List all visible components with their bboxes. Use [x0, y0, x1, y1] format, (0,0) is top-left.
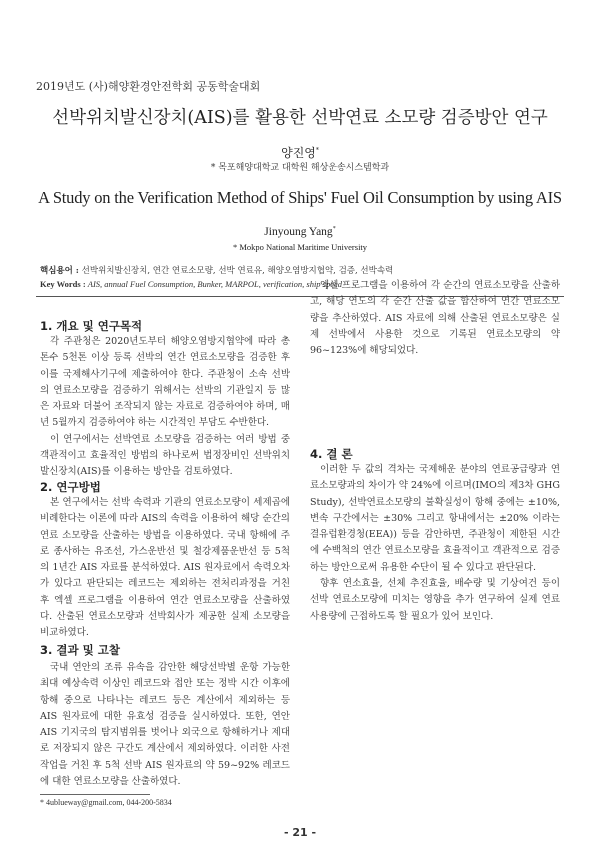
footnote-divider [40, 794, 150, 795]
section-4-paragraph-2: 향후 연소효율, 선체 추진효율, 배수량 및 기상여건 등이 선박 연료소모량에 미치는 영향을 추가 연구하여 실제 연료사용량에 근접하도록 할 필요가 있어 보인다. [310, 578, 560, 622]
section-3-paragraph-2: 엑셀 프로그램을 이용하여 각 순간의 연료소모량을 산출하고, 해당 연도의 각 순간 산출 값을 합산하여 연간 연료소모량을 추산하였다. AIS 자료에 의해 산출된 연료소모량은 실제 선박에서 사용한 것으로 기록된 연료소모량의 약 96~123%에 해당되었다. [310, 280, 560, 357]
section-3-body-right [310, 278, 560, 458]
author-korean-mark: * [315, 147, 319, 154]
keywords-english-label: Key Words : [40, 279, 86, 289]
keywords-korean-label: 핵심용어 : [40, 266, 79, 276]
affiliation-english: * Mokpo National Maritime University [232, 242, 368, 252]
author-english-name: Jinyoung Yang [264, 226, 333, 238]
section-1-paragraph-1: 각 주관청은 2020년도부터 해양오염방지협약에 따라 총톤수 5천톤 이상 등록 선박의 연간 연료소모량을 검증한 후 이를 국제해사기구에 제출하여야 한다. 주관청이 소속 선박의 연료소모량을 검증하기 위해서는 선박의 기관일지 등 많은 자료와 더불어 조작되지 않는 자료로 검증하여야 하며, 매년 5월까지 검증하여야 하는 시간적인 부담도 수반한다. [40, 336, 290, 429]
affiliation-korean: * 목포해양대학교 대학원 해상운송시스템학과 [210, 163, 390, 173]
section-1-body [40, 334, 290, 478]
conference-header: 2019년도 (사)해양환경안전학회 공동학술대회 [36, 80, 261, 93]
section-2-paragraph-1: 본 연구에서는 선박 속력과 기관의 연료소모량이 세제곱에 비례한다는 이론에 따라 AIS의 속력을 이용하여 해당 순간의 연료 소모량을 산출하는 방법을 이용하였다. 국내 항해에 주로 종사하는 유조선, 가스운반선 및 철강제품운반선 등 5척의 1년간 AIS 자료를 분석하였다. AIS 원자료에서 속력오차가 있다고 판단되는 레코드는 제외하는 전처리과정을 거친 후 엑셀 프로그램을 이용하여 연간 연료소모량을 산출하였다. 산출된 연료소모량과 선박회사가 제공한 실제 소모량을 비교하였다. [40, 497, 290, 639]
keywords-korean [40, 264, 570, 276]
footnote-contact: * 4ublueway@gmail.com, 044-200-5834 [40, 798, 172, 807]
keywords-korean-value: 선박위치발신장치, 연간 연료소모량, 선박 연료유, 해양오염방지협약, 검증, 선박속력 [81, 266, 394, 276]
author-english [0, 226, 600, 238]
section-3-heading: 3. 결과 및 고찰 [40, 643, 120, 657]
author-english-mark: * [332, 226, 336, 233]
section-4-paragraph-1: 이러한 두 값의 격차는 국제해운 분야의 연료공급량과 연료소모량과의 차이가 약 24%에 이르며(IMO의 제3차 GHG Study), 선박연료소모량의 불확실성이 항해 중에는 ±10%, 변속 구간에서는 ±30% 그리고 항내에서는 ±20% 이라는 결유럽환경청(EEA)) 등을 감안하면, 주관청이 제한된 시간에 수백척의 연간 연료소모량을 효율적이고 객관적으로 검증하는 방안으로써 유용한 수단이 될 수 있다고 판단된다. [310, 464, 560, 573]
keywords-english-value: AIS, annual Fuel Consumption, Bunker, MARPOL, verification, ship speed [87, 279, 343, 289]
section-3-paragraph-1: 국내 연안의 조류 유속을 감안한 해당선박별 운항 가능한 최대 예상속력 이상인 레코드와 접안 또는 정박 시간 이후에 항해 중으로 나타나는 레코드 등은 계산에서 제외하는 등 AIS 원자료에 대한 유효성 검증을 실시하였다. 또한, 연안 AIS 기지국의 탐지범위를 벗어나 외국으로 항해하거나 제대로 저장되지 않은 구간도 계산에서 제외하였다. 이러한 사전 작업을 거친 후 5척 선박 AIS 원자료의 약 59~92% 레코드에 대한 연료소모량을 산출하였다. [40, 662, 290, 788]
section-3-body-left [40, 660, 290, 788]
author-korean [0, 144, 600, 161]
section-1-heading: 1. 개요 및 연구목적 [40, 319, 143, 333]
author-korean-name: 양진영 [281, 146, 316, 160]
section-2-body [40, 495, 290, 643]
section-2-heading: 2. 연구방법 [40, 480, 101, 494]
section-4-heading: 4. 결 론 [310, 447, 353, 461]
paper-title-korean: 선박위치발신장치(AIS)를 활용한 선박연료 소모량 검증방안 연구 [52, 108, 548, 128]
page-number: - 21 - [283, 826, 317, 839]
section-1-paragraph-2: 이 연구에서는 선박연료 소모량을 검증하는 여러 방법 중 객관적이고 효율적인 방법의 하나로써 법정장비인 선박위치발신장치(AIS)를 이용하는 방안을 검토하였다. [40, 433, 290, 478]
section-4-body [310, 462, 560, 622]
paper-title-english: A Study on the Verification Method of Ships' Fuel Oil Consumption by using AIS [38, 188, 562, 207]
